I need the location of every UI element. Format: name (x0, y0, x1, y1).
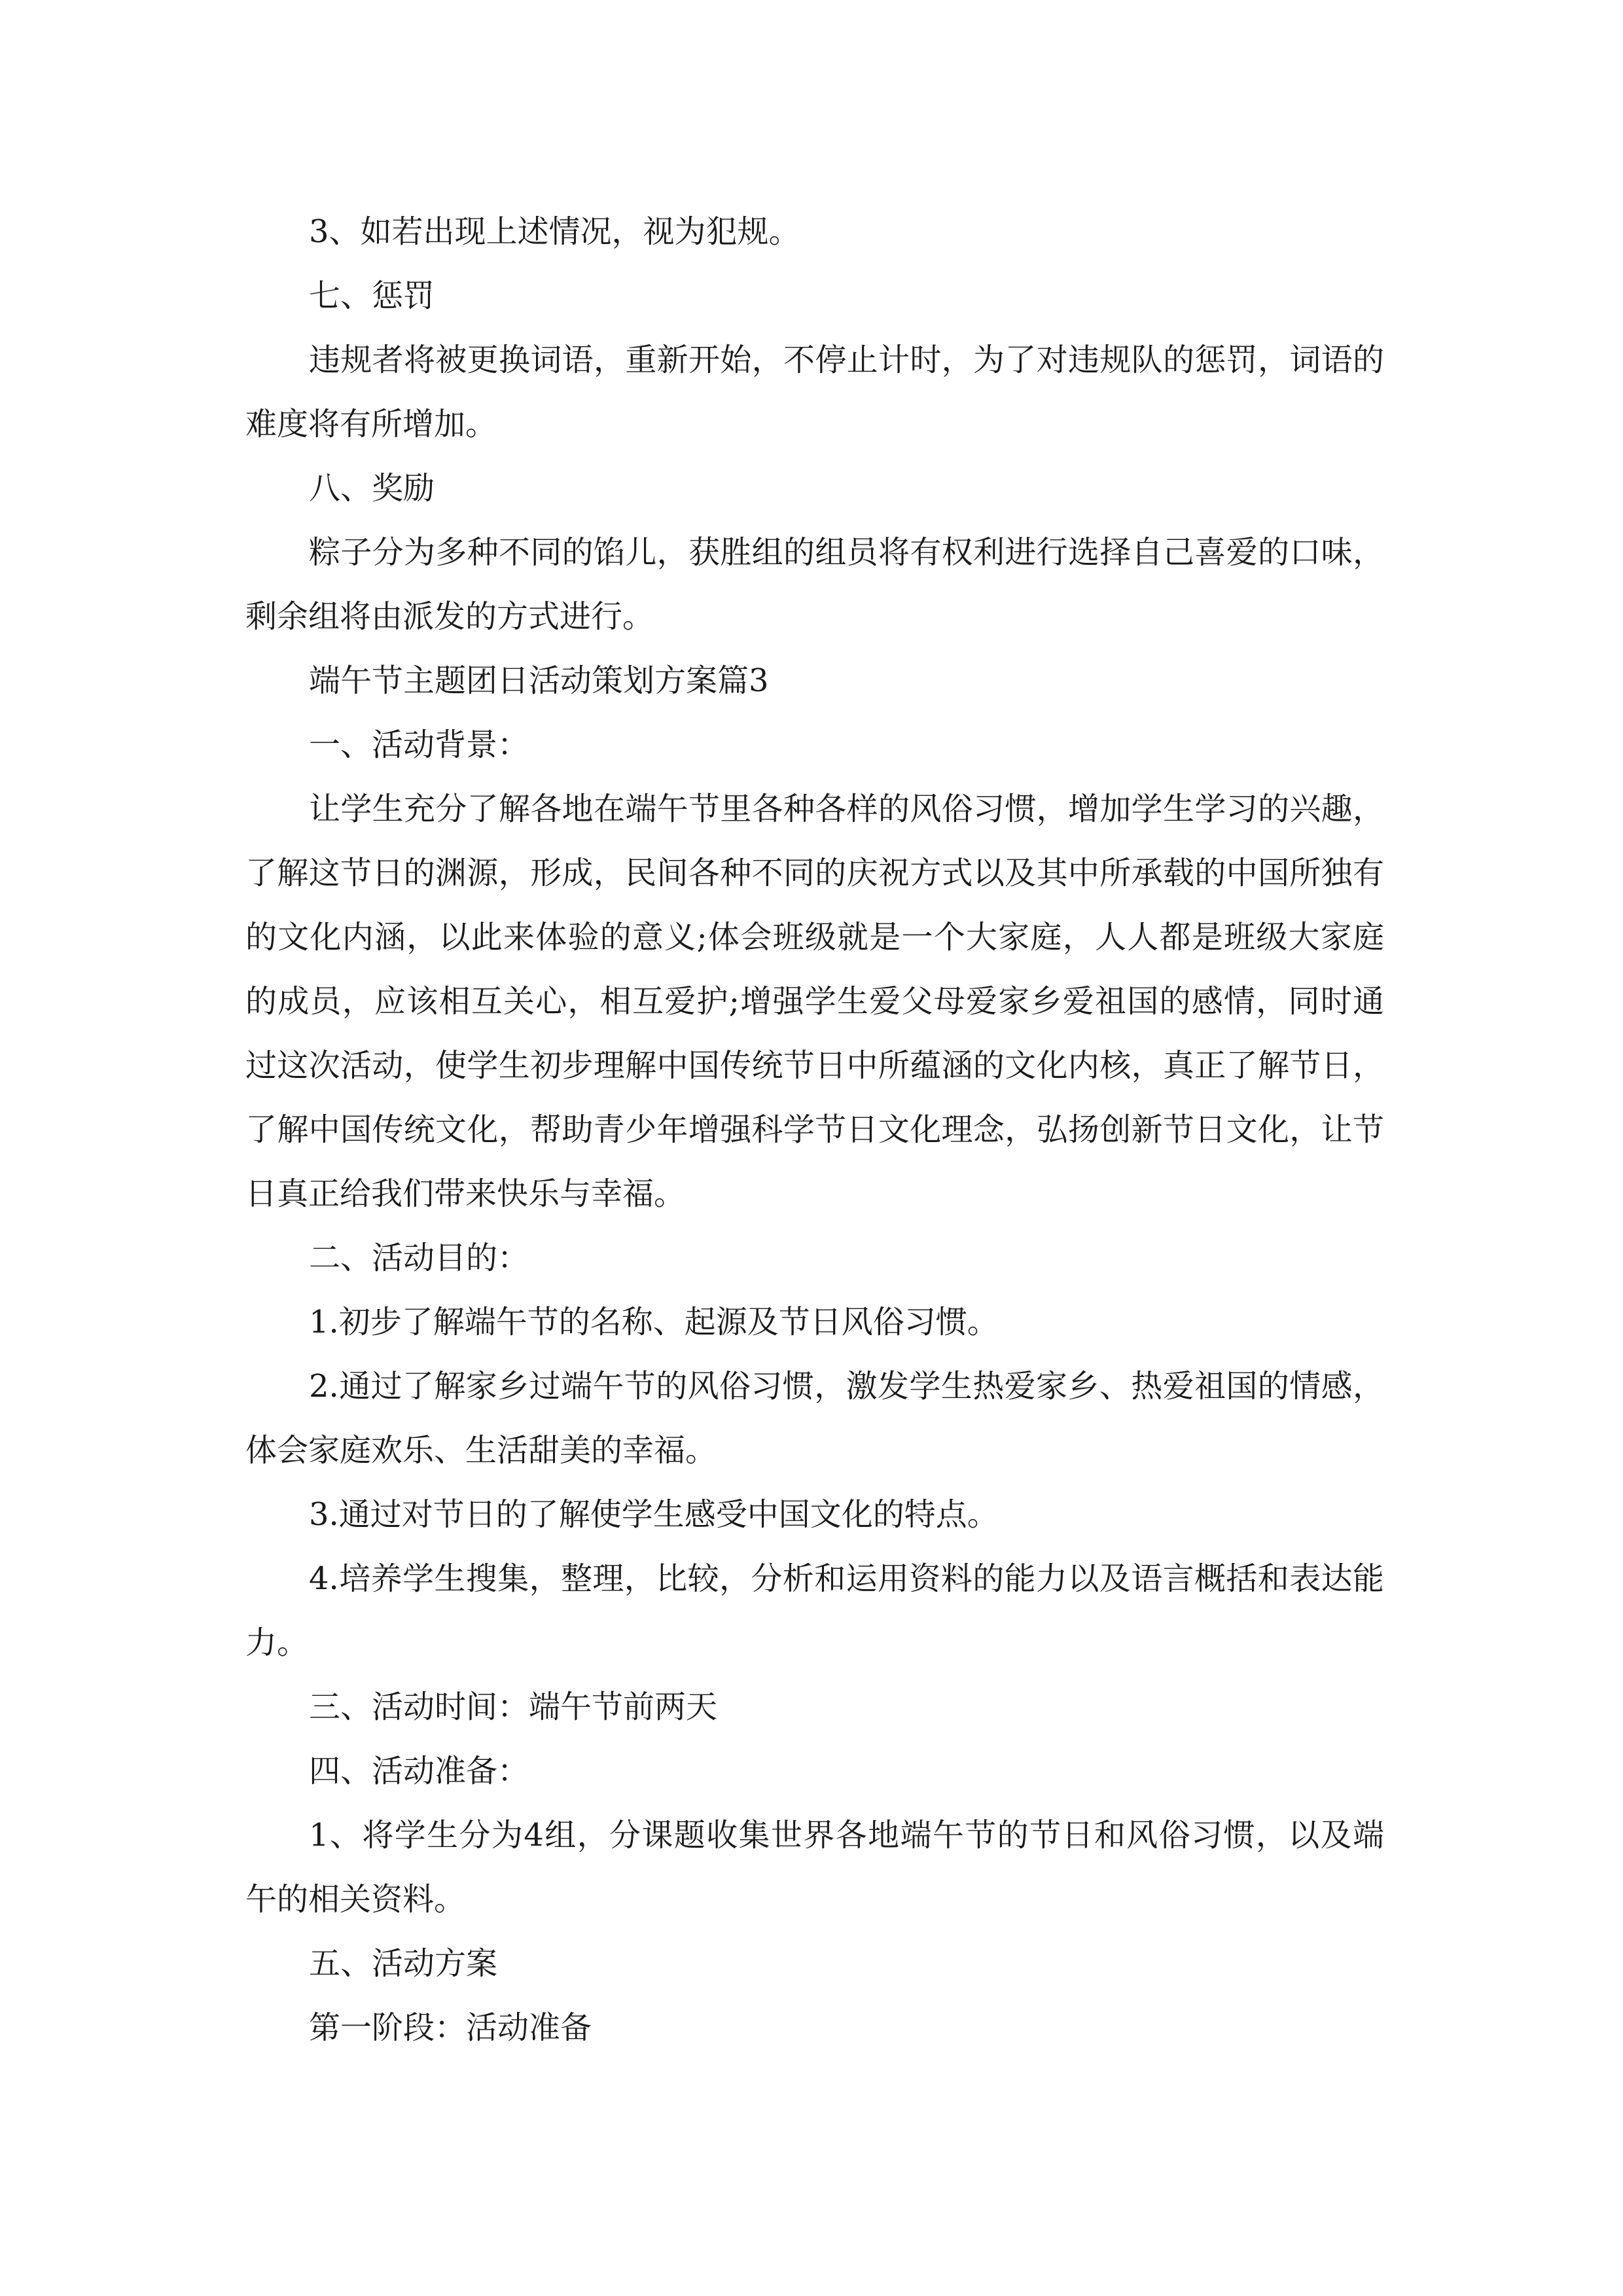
heading-background: 一、活动背景： (309, 726, 529, 763)
heading-purpose: 二、活动目的： (309, 1240, 529, 1276)
phase-1: 第一阶段：活动准备 (309, 2009, 592, 2046)
heading-preparation: 四、活动准备： (309, 1753, 529, 1789)
purpose-item-3: 3.通过对节日的了解使学生感受中国文化的特点。 (309, 1496, 999, 1533)
heading-penalty: 七、惩罚 (309, 278, 435, 314)
paragraph-rule-3: 3、如若出现上述情况，视为犯规。 (309, 213, 800, 250)
preparation-item-1: 1、将学生分为4组，分课题收集世界各地端午节的节日和风俗习惯，以及端午的相关资料。 (245, 1817, 1384, 1918)
document-body (245, 200, 1384, 2060)
heading-time: 三、活动时间：端午节前两天 (309, 1689, 718, 1725)
paragraph-reward: 粽子分为多种不同的馅儿，获胜组的组员将有权利进行选择自己喜爱的口味，剩余组将由派发的方式进行。 (245, 534, 1384, 635)
heading-reward: 八、奖励 (309, 470, 435, 507)
purpose-item-1: 1.初步了解端午节的名称、起源及节日风俗习惯。 (309, 1304, 999, 1340)
purpose-item-4: 4.培养学生搜集，整理，比较，分析和运用资料的能力以及语言概括和表达能力。 (245, 1560, 1384, 1661)
paragraph-penalty: 违规者将被更换词语，重新开始，不停止计时，为了对违规队的惩罚，词语的难度将有所增加。 (245, 342, 1384, 442)
purpose-item-2: 2.通过了解家乡过端午节的风俗习惯，激发学生热爱家乡、热爱祖国的情感，体会家庭欢乐、生活甜美的幸福。 (245, 1368, 1384, 1469)
paragraph-background: 让学生充分了解各地在端午节里各种各样的风俗习惯，增加学生学习的兴趣，了解这节日的渊源，形成，民间各种不同的庆祝方式以及其中所承载的中国所独有的文化内涵，以此来体验的意义;体会班级就是一个大家庭，人人都是班级大家庭的成员，应该相互关心，相互爱护;增强学生爱父母爱家乡爱祖国的感情，同时通过这次活动，使学生初步理解中国传统节日中所蕴涵的文化内核，真正了解节日，了解中国传统文化，帮助青少年增强科学节日文化理念，弘扬创新节日文化，让节日真正给我们带来快乐与幸福。 (245, 791, 1384, 1212)
heading-plan: 五、活动方案 (309, 1945, 498, 1982)
section-title: 端午节主题团日活动策划方案篇3 (309, 662, 769, 699)
